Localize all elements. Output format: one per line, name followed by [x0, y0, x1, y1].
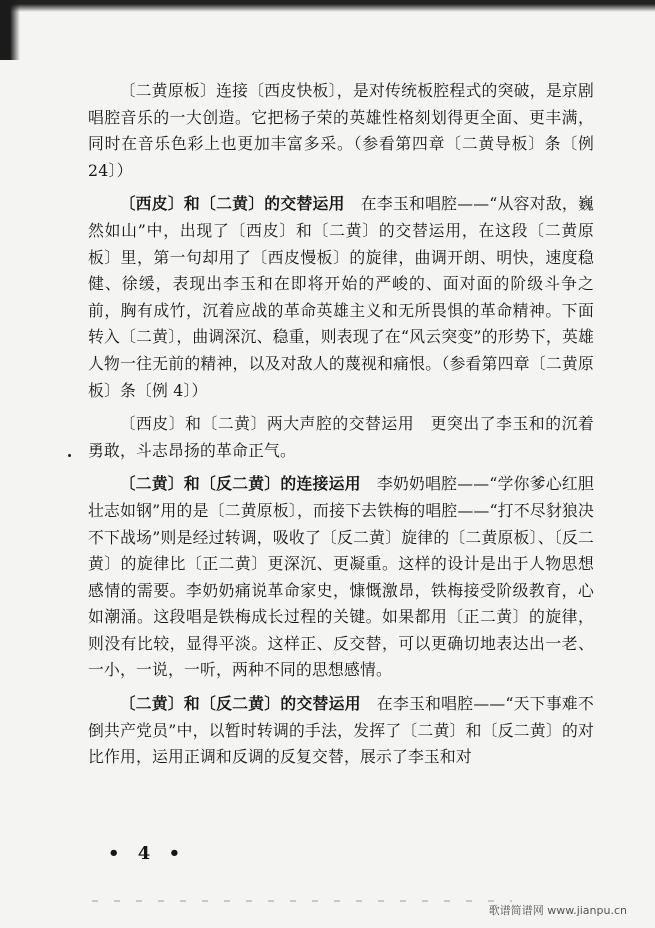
paragraph-heading: 〔二黄〕和〔反二黄〕的交替运用 — [119, 694, 361, 714]
paragraph-text: 〔二黄原板〕连接〔西皮快板〕，是对传统板腔程式的突破，是京剧唱腔音乐的一大创造。它把杨子荣的英雄性格刻划得更全面、更丰满，同时在音乐色彩上也更加丰富多采。（参看第四章〔二黄导板〕条〔例 24〕） — [88, 81, 594, 180]
paragraph-heading: 〔西皮〕和〔二黄〕的交替运用 — [119, 194, 345, 214]
scan-border-top — [0, 0, 655, 12]
body-text — [88, 78, 594, 778]
paragraph-text: 李奶奶唱腔——“学你爹心红胆壮志如钢”用的是〔二黄原板〕，而接下去铁梅的唱腔——“打不尽豺狼决不下战场”则是经过转调，吸收了〔反二黄〕旋律的〔二黄原板〕、〔反二黄〕的旋律比〔正二黄〕更深沉、更凝重。这样的设计是出于人物思想感情的需要。李奶奶痛说革命家史，慷慨激昂，铁梅接受阶级教育，心如潮涌。这段唱是铁梅成长过程的关键。如果都用〔正二黄〕的旋律，则没有比较，显得平淡。这样正、反交替，可以更确切地表达出一老、一小，一说，一听，两种不同的思想感情。 — [88, 474, 594, 680]
paragraph-3 — [88, 411, 594, 464]
paragraph-2 — [88, 191, 594, 404]
scan-speck — [68, 454, 71, 457]
paragraph-5 — [88, 691, 594, 771]
paragraph-text: 〔西皮〕和〔二黄〕两大声腔的交替运用 更突出了李玉和的沉着勇敢，斗志昂扬的革命正气。 — [88, 414, 594, 460]
scan-border-left — [0, 0, 20, 60]
paragraph-text: 在李玉和唱腔——“天下事难不倒共产党员”中，以暂时转调的手法，发挥了〔二黄〕和〔反二黄〕的对比作用，运用正调和反调的反复交替，展示了李玉和对 — [88, 694, 594, 767]
paragraph-text: 在李玉和唱腔——“从容对敌，巍然如山”中，出现了〔西皮〕和〔二黄〕的交替运用，在这段〔二黄原板〕里，第一句却用了〔西皮慢板〕的旋律，曲调开朗、明快，速度稳健、徐缓，表现出李玉和在即将开始的严峻的、面对面的阶级斗争之前，胸有成竹，沉着应战的革命英雄主义和无所畏惧的革命精神。下面转入〔二黄〕，曲调深沉、稳重，则表现了在“风云突变”的形势下，英雄人物一往无前的精神，以及对敌人的蔑视和痛恨。（参看第四章〔二黄原板〕条〔例 4〕） — [88, 194, 594, 400]
paragraph-1 — [88, 78, 594, 184]
paragraph-heading: 〔二黄〕和〔反二黄〕的连接运用 — [119, 474, 361, 494]
paragraph-4 — [88, 471, 594, 684]
page-number: • 4 • — [108, 843, 187, 864]
scan-footer-noise — [92, 900, 512, 902]
site-watermark: 歌谱简谱网 www.jianpu.cn — [488, 904, 627, 917]
